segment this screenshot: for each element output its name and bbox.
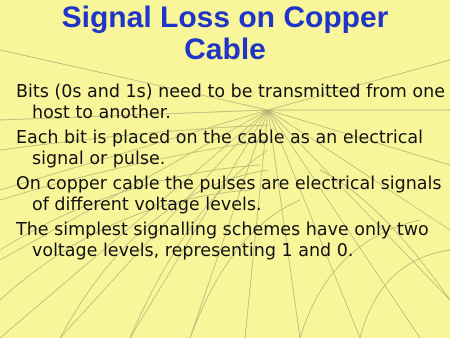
bullet-item-2: Each bit is placed on the cable as an electrical signal or pulse. — [16, 128, 423, 169]
slide-title-line-1: Signal Loss on Copper — [61, 1, 389, 34]
bullet-item-1: Bits (0s and 1s) need to be transmitted from one host to another. — [16, 82, 445, 123]
bullet-item-3: On copper cable the pulses are electrical signals of different voltage levels. — [16, 174, 442, 215]
bullet-list — [16, 82, 446, 266]
slide-title-line-2: Cable — [184, 33, 266, 66]
bullet-item-4: The simplest signalling schemes have only two voltage levels, representing 1 and 0. — [16, 220, 429, 261]
slide-title — [0, 2, 450, 66]
